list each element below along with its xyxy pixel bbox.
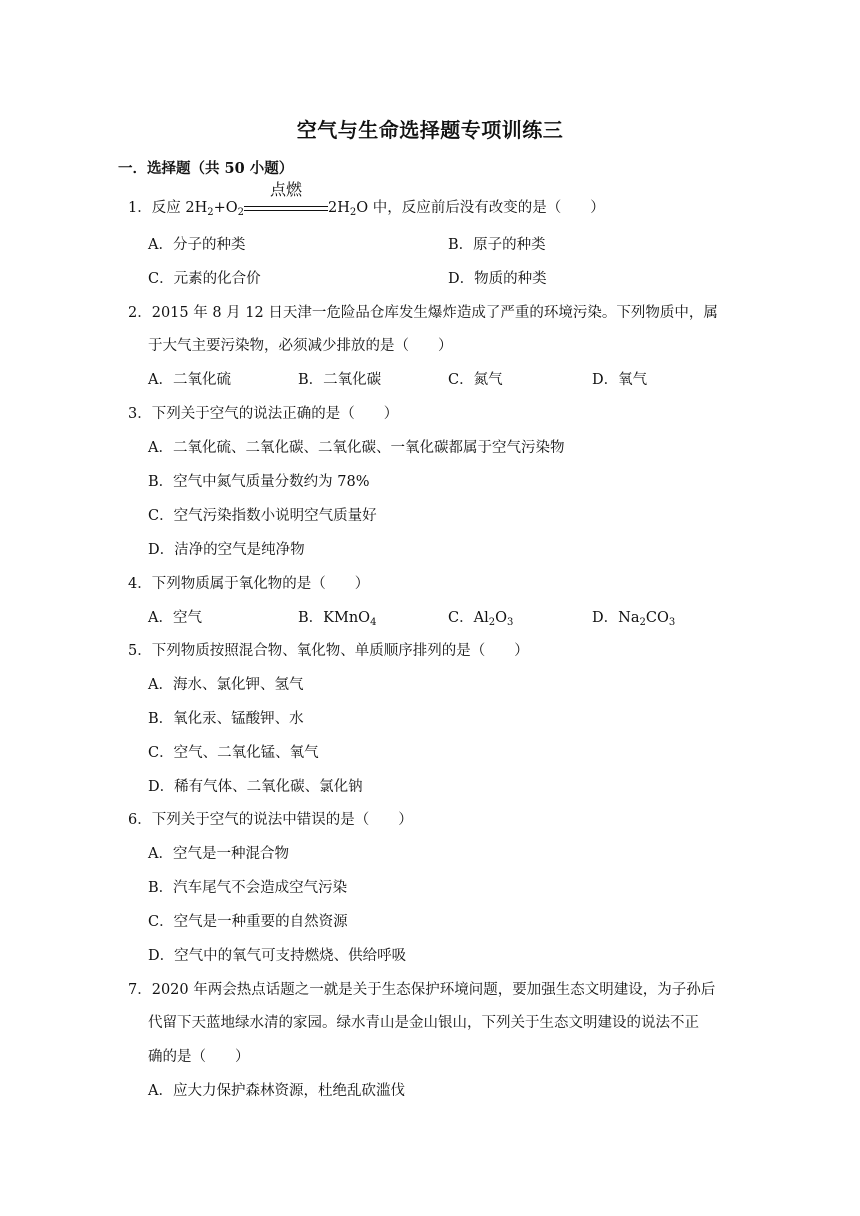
question-1-number: 1． — [128, 200, 152, 216]
question-4-stem: 4．下列物质属于氧化物的是（ ） — [128, 576, 370, 592]
reaction-arrow — [244, 180, 328, 218]
question-6-option-d[interactable]: D．空气中的氧气可支持燃烧、供给呼吸 — [148, 948, 407, 964]
reaction-condition: 点燃 — [270, 180, 303, 199]
question-6-stem: 6．下列关于空气的说法中错误的是（ ） — [128, 812, 413, 828]
page-title: 空气与生命选择题专项训练三 — [296, 118, 564, 142]
question-5-option-d[interactable]: D．稀有气体、二氧化碳、氯化钠 — [148, 779, 363, 795]
question-3-option-a[interactable]: A．二氧化硫、二氧化碳、二氧化碳、一氧化碳都属于空气污染物 — [148, 440, 565, 456]
question-6-option-a[interactable]: A．空气是一种混合物 — [148, 846, 289, 862]
question-1-option-a[interactable]: A．分子的种类 — [148, 237, 246, 253]
question-6-option-b[interactable]: B．汽车尾气不会造成空气污染 — [148, 880, 348, 896]
question-4-option-b[interactable]: B．KMnO$_4$ — [298, 610, 377, 628]
question-3-stem: 3．下列关于空气的说法正确的是（ ） — [128, 406, 399, 422]
question-1-stem: 1．反应 $2H_2+O_2$ 点燃 $2H_2O$ 中，反应前后没有改变的是（ ） — [128, 180, 605, 218]
question-7-option-a[interactable]: A．应大力保护森林资源，杜绝乱砍滥伐 — [148, 1083, 405, 1099]
question-4-option-a[interactable]: A．空气 — [148, 610, 202, 626]
question-5-option-a[interactable]: A．海水、氯化钾、氢气 — [148, 677, 304, 693]
question-7-stem-line-3: 确的是（ ） — [148, 1049, 250, 1065]
question-4-option-c[interactable]: C．$Al_2O_3$ — [448, 610, 514, 628]
question-7-stem-line-1: 7．2020 年两会热点话题之一就是关于生态保护环境问题，要加强生态文明建设，为子孙后 — [128, 982, 716, 998]
question-1-option-c[interactable]: C．元素的化合价 — [148, 271, 261, 287]
question-3-option-b[interactable]: B．空气中氮气质量分数约为 78% — [148, 474, 370, 490]
question-2-option-c[interactable]: C．氮气 — [448, 372, 503, 388]
question-7-stem-line-2: 代留下天蓝地绿水清的家园。绿水青山是金山银山，下列关于生态文明建设的说法不正 — [148, 1015, 699, 1031]
question-6-option-c[interactable]: C．空气是一种重要的自然资源 — [148, 914, 348, 930]
question-2-stem-line-1: 2．2015 年 8 月 12 日天津一危险品仓库发生爆炸造成了严重的环境污染。下列物质中，属 — [128, 305, 718, 321]
question-2-option-a[interactable]: A．二氧化硫 — [148, 372, 231, 388]
section-heading: 一．选择题（共 50 小题） — [118, 160, 294, 177]
question-5-option-c[interactable]: C．空气、二氧化锰、氧气 — [148, 745, 319, 761]
question-4-option-d[interactable]: D．$Na_2CO_3$ — [592, 610, 676, 628]
question-5-option-b[interactable]: B．氧化汞、锰酸钾、水 — [148, 711, 304, 727]
question-3-option-d[interactable]: D．洁净的空气是纯净物 — [148, 542, 305, 558]
question-5-stem: 5．下列物质按照混合物、氧化物、单质顺序排列的是（ ） — [128, 643, 529, 659]
question-2-option-d[interactable]: D．氧气 — [592, 372, 648, 388]
question-2-stem-line-2: 于大气主要污染物，必须减少排放的是（ ） — [148, 338, 453, 354]
question-2-option-b[interactable]: B．二氧化碳 — [298, 372, 382, 388]
question-1-option-d[interactable]: D．物质的种类 — [448, 271, 547, 287]
question-1-option-b[interactable]: B．原子的种类 — [448, 237, 546, 253]
question-3-option-c[interactable]: C．空气污染指数小说明空气质量好 — [148, 508, 377, 524]
